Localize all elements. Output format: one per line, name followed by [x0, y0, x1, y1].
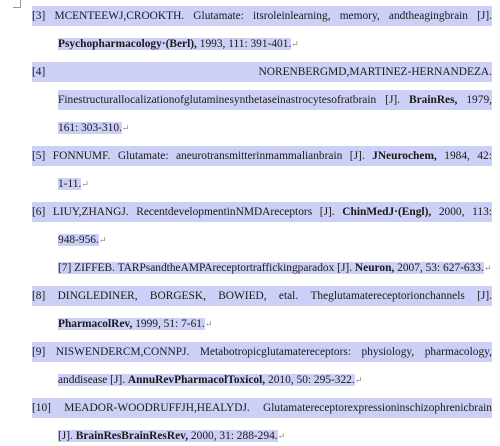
margin-corner-mark: [20, 0, 21, 7]
reference-4-line-1[interactable]: [4] NORENBERGMD,MARTINEZ-HERNANDEZA.: [32, 62, 492, 82]
reference-6-line-2[interactable]: 948-956.↵: [58, 234, 107, 246]
reference-3-line-2[interactable]: Psychopharmacology·(Berl), 1993, 111: 391-401.↵: [58, 38, 299, 50]
paragraph-mark: ↵: [291, 39, 299, 49]
margin-corner-mark: [13, 7, 21, 8]
paragraph-mark: ↵: [354, 375, 363, 385]
reference-8-line-2[interactable]: PharmacolRev, 1999, 51: 7-61.↵: [58, 318, 213, 330]
reference-3-line-1[interactable]: [3] MCENTEEWJ,CROOKTH. Glutamate: itsroleinlearning, memory, andtheagingbrain [J].: [32, 6, 492, 26]
paragraph-mark: ↵: [277, 431, 286, 441]
reference-10-line-2[interactable]: [J]. BrainResBrainResRev, 2000, 31: 288-294.↵: [58, 430, 286, 442]
reference-5-line-2[interactable]: 1-11.↵: [58, 178, 89, 190]
reference-5-line-1[interactable]: [5] FONNUMF. Glutamate: aneurotransmitterinmammalianbrain [J]. JNeurochem, 1984, 42:: [32, 146, 492, 166]
reference-6-line-1[interactable]: [6] LIUY,ZHANGJ. RecentdevelopmentinNMDAreceptors [J]. ChinMedJ·(Engl), 2000, 113:: [32, 202, 492, 222]
reference-8-line-1[interactable]: [8] DINGLEDINER, BORGESK, BOWIED, etal. Theglutamatereceptorionchannels [J].: [32, 286, 492, 306]
reference-10-line-1[interactable]: [10] MEADOR-WOODRUFFJH,HEALYDJ. Glutamatereceptorexpressioninschizophrenicbrain: [32, 398, 492, 418]
reference-9-line-1[interactable]: [9] NISWENDERCM,CONNPJ. Metabotropicglutamatereceptors: physiology, pharmacology,: [32, 342, 492, 362]
reference-9-line-2[interactable]: anddisease [J]. AnnuRevPharmacolToxicol, 2010, 50: 295-322.↵: [58, 374, 363, 386]
reference-7-line-1[interactable]: [7] ZIFFEB. TARPsandtheAMPAreceptortraffickingparadox [J]. Neuron, 2007, 53: 627-633.↵: [58, 262, 492, 274]
reference-4-line-3[interactable]: 161: 303-310.↵: [58, 122, 130, 134]
paragraph-mark: ↵: [98, 235, 107, 245]
paragraph-mark: ↵: [204, 319, 213, 329]
paragraph-mark: ↵: [121, 123, 130, 133]
paragraph-mark: ↵: [483, 263, 492, 273]
reference-4-line-2[interactable]: Finestructurallocalizationofglutaminesynthetaseinastrocytesofratbrain [J]. BrainRes, 1979,: [58, 90, 492, 110]
paragraph-mark: ↵: [81, 179, 89, 189]
